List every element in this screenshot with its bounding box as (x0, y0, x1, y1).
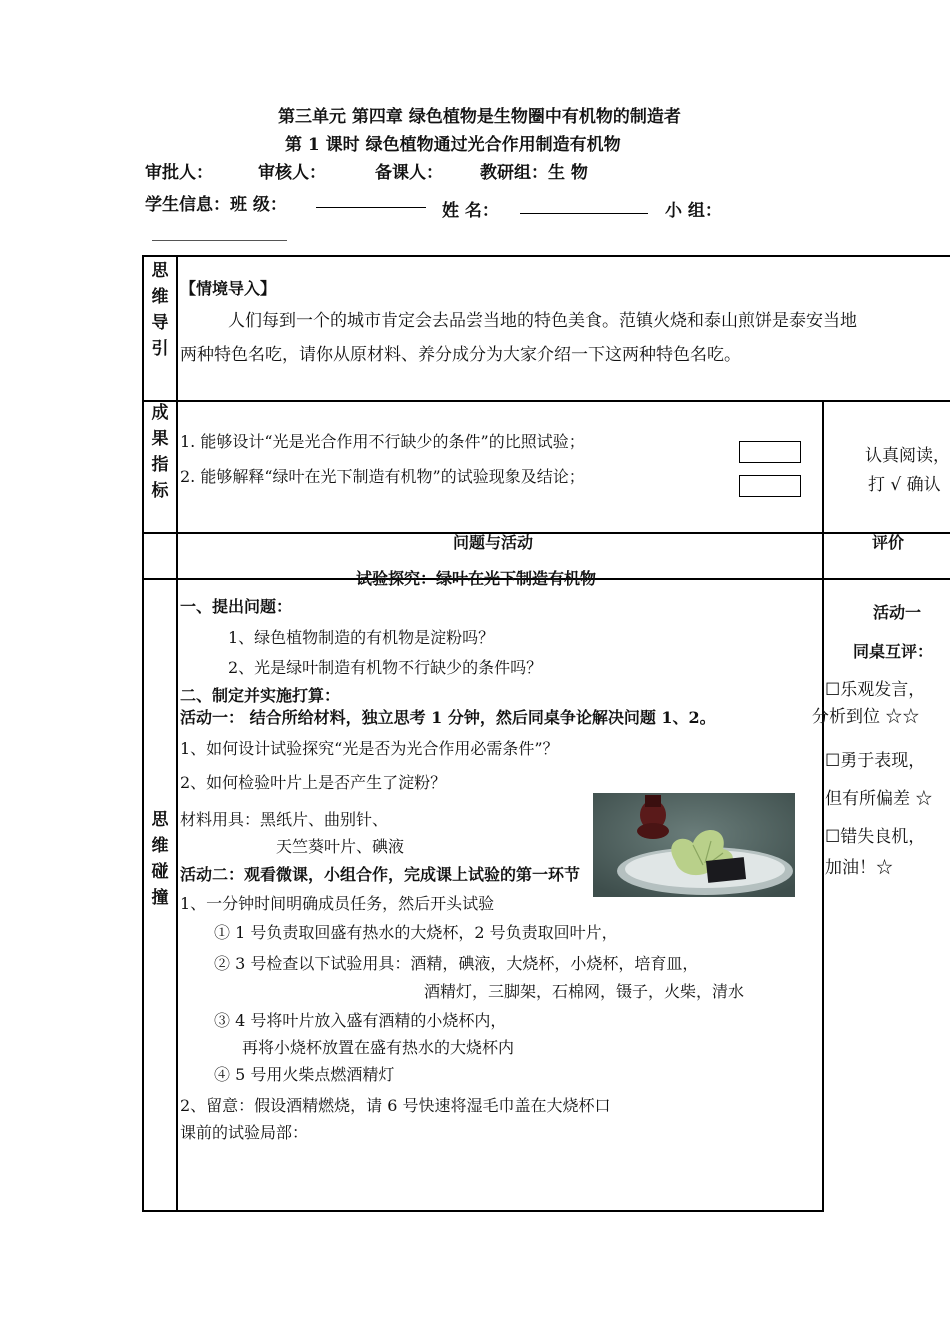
question-2: 2、光是绿叶制造有机物不行缺少的条件吗？ (228, 658, 543, 677)
guide-label: 思 维 导 引 (151, 261, 169, 359)
column-header-evaluation: 评价 (872, 533, 905, 552)
row-divider (142, 400, 950, 402)
task-1: ① 1 号负责取回盛有热水的大烧杯，2 号负责取回叶片， (214, 923, 618, 942)
materials-line-2: 天竺葵叶片、碘液 (276, 837, 405, 856)
class-label: 学生信息：班 级： (145, 195, 287, 215)
scenario-paragraph: 人们每到一个的城市肯定会去品尝当地的特色美食。范镇火烧和泰山煎饼是泰安当地 (228, 311, 857, 331)
label-column-border (176, 255, 178, 1212)
reviewer-label: 审核人： (258, 163, 326, 183)
approver-label: 审批人： (145, 163, 213, 183)
table-top-border (142, 255, 950, 257)
task-3-continued: 再将小烧杯放置在盛有热水的大烧杯内 (242, 1038, 515, 1057)
eval-activity-title: 活动一 (873, 603, 922, 622)
task-3: ③ 4 号将叶片放入盛有酒精的小烧杯内， (214, 1011, 507, 1030)
experiment-subtitle: 试验探究：绿叶在光下制造有机物 (356, 569, 597, 588)
experiment-photo (593, 793, 795, 897)
eval-peer-review: 同桌互评： (853, 642, 934, 661)
starch-question: 2、如何检验叶片上是否产生了淀粉？ (180, 773, 447, 792)
materials-line-1: 材料用具：黑纸片、曲别针、 (180, 810, 389, 829)
column-header-activities: 问题与活动 (453, 533, 534, 552)
leaf-petri-dish-illustration (593, 793, 795, 897)
confirm-text: 打 √ 确认 (868, 475, 941, 495)
team-field[interactable] (152, 240, 287, 241)
page-title: 第三单元 第四章 绿色植物是生物圈中有机物的制造者 (278, 107, 681, 127)
table-bottom-border (142, 1210, 824, 1212)
team-label: 小 组： (665, 201, 722, 221)
task-2-continued: 酒精灯，三脚架，石棉网，镊子，火柴，清水 (424, 982, 745, 1001)
step-2-caution: 2、留意：假设酒精燃烧，请 6 号快速将湿毛巾盖在大烧杯口 (180, 1096, 611, 1115)
scenario-heading: 【情境导入】 (180, 279, 277, 298)
goal-item-1: 1. 能够设计“光是光合作用不行缺少的条件”的比照试验； (180, 432, 585, 451)
eval-option-a[interactable]: ☐乐观发言， (825, 680, 926, 700)
step-1: 1、一分钟时间明确成员任务，然后开头试验 (180, 894, 495, 913)
section-1-title: 一、提出问题： (180, 597, 293, 616)
activity-1-text: 活动一： 结合所给材料，独立思考 1 分钟，然后同桌争论解决问题 1、2。 (180, 708, 716, 727)
goal-item-2: 2. 能够解释“绿叶在光下制造有机物”的试验现象及结论； (180, 467, 585, 486)
eval-option-b[interactable]: ☐勇于表现， (825, 751, 926, 771)
table-left-border (142, 255, 144, 1212)
goal-2-checkbox[interactable] (739, 475, 801, 497)
section-2-title: 二、制定并实施打算： (180, 686, 341, 705)
eval-option-c[interactable]: ☐错失良机， (825, 827, 926, 847)
prelab-section: 课前的试验局部： (180, 1123, 309, 1142)
name-field[interactable] (520, 213, 648, 214)
eval-column-border (822, 400, 824, 1212)
eval-option-a-rating: 分析到位 ☆☆ (812, 707, 920, 727)
eval-option-b-rating: 但有所偏差 ☆ (825, 789, 933, 809)
task-2: ② 3 号检查以下试验用具：酒精，碘液，大烧杯，小烧杯，培育皿， (214, 954, 699, 973)
lesson-title: 第 1 课时 绿色植物通过光合作用制造有机物 (285, 135, 621, 155)
row-divider (142, 532, 950, 534)
question-1: 1、绿色植物制造的有机物是淀粉吗？ (228, 628, 495, 647)
task-4: ④ 5 号用火柴点燃酒精灯 (214, 1065, 395, 1084)
name-label: 姓 名： (442, 201, 499, 221)
confirm-text: 认真阅读， (865, 446, 950, 466)
teaching-group-label: 教研组：生 物 (480, 163, 588, 183)
goals-label: 成 果 指 标 (151, 403, 169, 501)
preparer-label: 备课人： (375, 163, 443, 183)
class-field[interactable] (316, 207, 426, 208)
scenario-paragraph: 两种特色名吃，请你从原材料、养分成分为大家介绍一下这两种特色名吃。 (180, 345, 741, 365)
eval-option-c-rating: 加油！☆ (825, 858, 893, 878)
goal-1-checkbox[interactable] (739, 441, 801, 463)
design-question: 1、如何设计试验探究“光是否为光合作用必需条件”？ (180, 739, 559, 758)
activity-2-text: 活动二：观看微课，小组合作，完成课上试验的第一环节 (180, 865, 581, 884)
thinking-label: 思 维 碰 撞 (151, 810, 169, 908)
